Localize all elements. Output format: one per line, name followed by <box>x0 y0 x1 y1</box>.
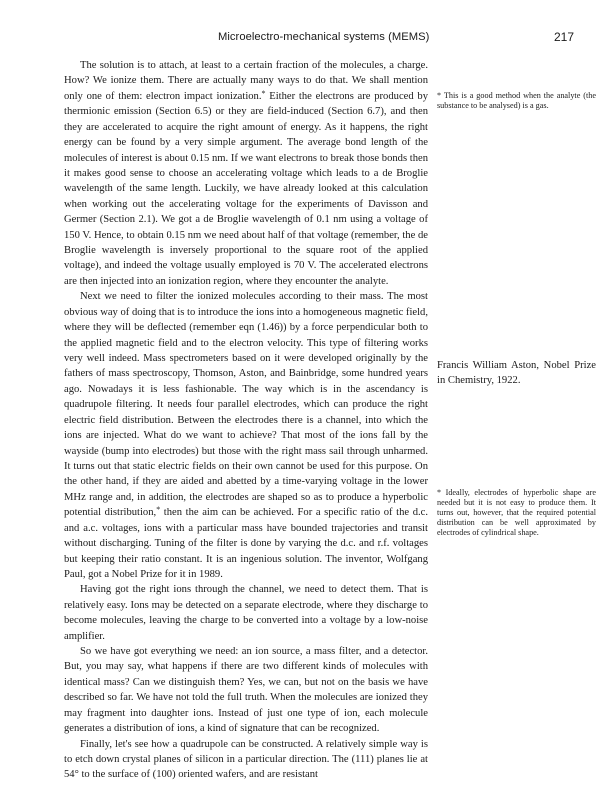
paragraph-2-text-a: Next we need to filter the ionized molecules according to their mass. The most obvious way of doing that is to introduce the ions into a homogeneous magnetic field, where they will be deflected (remember eqn (1.46)) by a force perpendicular both to the applied magnetic field and to the electron velocity. This type of filtering works very well indeed. Mass spectrometers based on it were developed originally by the fathers of mass spectroscopy, Thomson, Aston, and Bainbridge, some hundred years ago. Nowadays it is less fashionable. The way which is in the ascendancy is quadrupole filtering. It needs four parallel electrodes, which can produce the right electric field distribution. Between the electrodes there is a channel, into which the ions are injected. What do we want to achieve? That most of the ions fall by the wayside (bump into electrodes) but those with the right mass sail through unharmed. It turns out that static electric fields on their own cannot be used for this purpose. On the other hand, if they are aided and abetted by a time-varying voltage in the lower MHz range and, in addition, the electrodes are shaped so as to produce a hyperbolic potential distribution, <box>64 291 428 519</box>
margin-note-hyperbolic: * Ideally, electrodes of hyperbolic shape are needed but it is not easy to produce them. It turns out, however, that the required potential distribution can be well approximated by electrodes of cylindrical shape. <box>437 488 596 538</box>
main-text-column <box>64 58 428 783</box>
paragraph-2 <box>64 289 428 582</box>
margin-note-analyte: * This is a good method when the analyte (the substance to be analysed) is a gas. <box>437 91 596 111</box>
paragraph-3: Having got the right ions through the channel, we need to detect them. That is relatively easy. Ions may be detected on a separate electrode, where they discharge to become molecules, leaving the charge to be converted into a voltage by a low-noise amplifier. <box>64 584 428 642</box>
margin-note-aston: Francis William Aston, Nobel Prize in Chemistry, 1922. <box>437 360 596 387</box>
paragraph-2-text-b: then the aim can be achieved. For a specific ratio of the d.c. and a.c. voltages, ions with a particular mass have bounded trajectories and transit without discharging. Tuning of the filter is done by varying the d.c. and r.f. voltages but keeping their ratio constant. It is an ingenious solution. The inventor, Wolfgang Paul, got a Nobel Prize for it in 1989. <box>64 507 429 580</box>
paragraph-1-text-a: The solution is to attach, at least to a certain fraction of the molecules, a charge. How? We ionize them. There are actually many ways to do that. We shall mention only one of them: electron impact ionization. <box>64 60 428 102</box>
running-header: Microelectro-mechanical systems (MEMS) <box>218 31 430 43</box>
paragraph-4: So we have got everything we need: an ion source, a mass filter, and a detector. But, you may say, what happens if there are two different kinds of molecules with identical mass? Can we distinguish them? Yes, we can, but not on the basis we have described so far. We have not told the full truth. When the molecules are ionized they may fragment into daughter ions. Instead of just one type of ion, each molecule generates a distribution of ions, a kind of signature that can be recognized. <box>64 646 428 735</box>
paragraph-5: Finally, let's see how a quadrupole can be constructed. A relatively simple way is to etch down crystal planes of silicon in a particular direction. The (111) planes lie at 54° to the surface of (100) oriented wafers, and are resistant <box>64 738 428 781</box>
paragraph-1-text-b: Either the electrons are produced by thermionic emission (Section 6.5) or they are field-induced (Section 6.7), and then they are accelerated to acquire the right amount of energy. As it happens, the right energy can be found by a very simple argument. The average bond length of the molecules of interest is about 0.15 nm. If we want electrons to break those bonds then it makes good sense to choose an accelerating voltage which leads to a de Broglie wavelength of the same length. Luckily, we have already looked at this calculation when working out the accelerating voltage for the experiments of Davisson and Germer (Section 2.1). We got a de Broglie wavelength of 0.1 nm using a voltage of 150 V. Hence, to obtain 0.15 nm we need about half of that voltage (remember, the de Broglie wavelength is inversely proportional to the square root of the applied voltage), and indeed the voltage usually employed is 70 V. The accelerated electrons are then injected into an ionization region, where they encounter the analyte. <box>64 90 428 287</box>
page-number: 217 <box>553 30 574 44</box>
paragraph-1 <box>64 58 428 289</box>
footnote-marker-2: * <box>156 505 161 515</box>
footnote-marker-1: * <box>261 88 266 98</box>
